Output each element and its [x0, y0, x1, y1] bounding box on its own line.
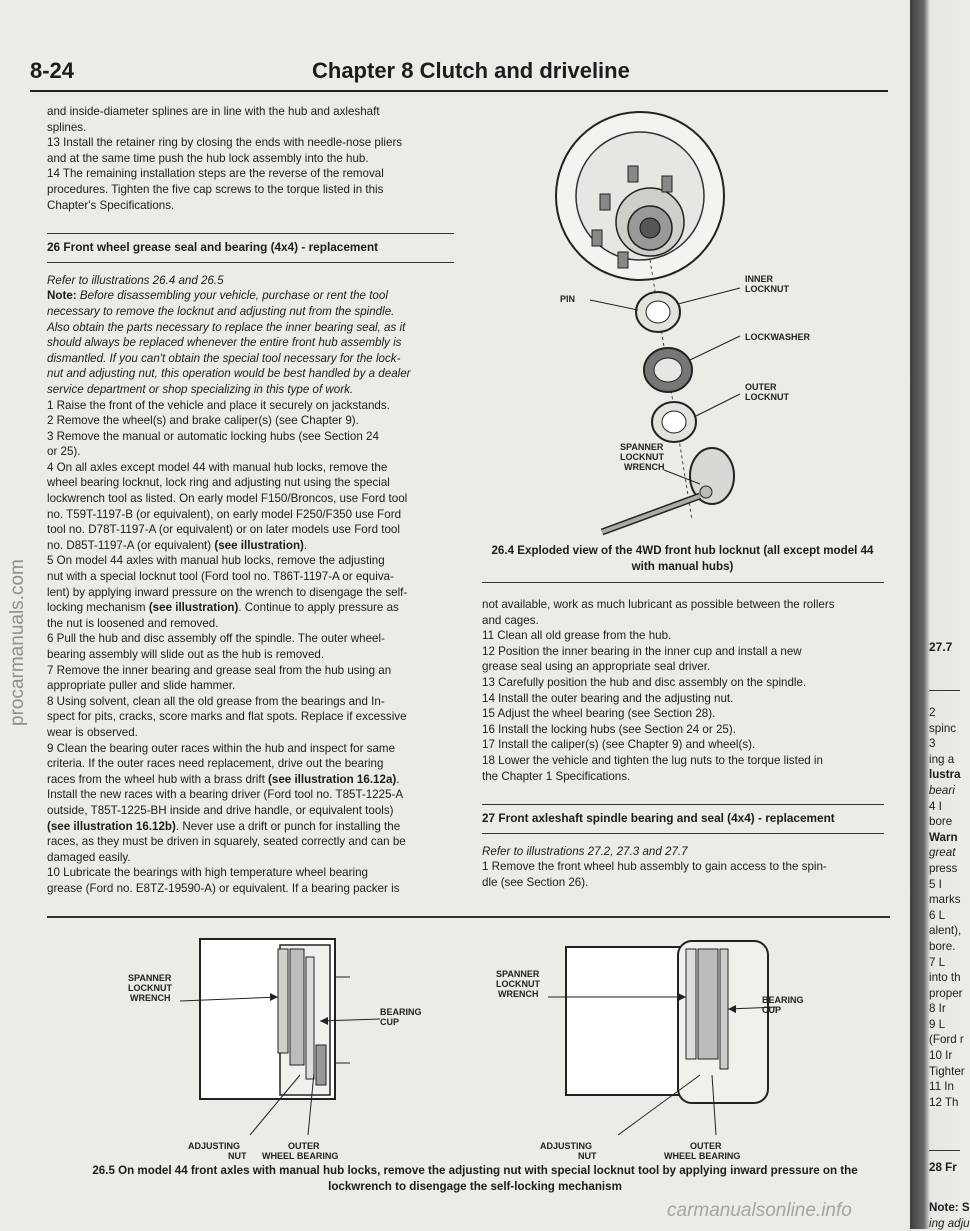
adjacent-line: 6 L	[929, 908, 946, 922]
adjacent-line: 5 I	[929, 877, 942, 891]
adjacent-note-line: ing adju	[929, 1216, 970, 1230]
adjacent-line: Warn	[929, 830, 958, 844]
adjacent-line: lustra	[929, 768, 961, 782]
section-rule	[482, 804, 884, 805]
label-spanner-wrench: SPANNER LOCKNUT WRENCH	[128, 973, 172, 1003]
note-line: necessary to remove the locknut and adjusting nut from the spindle.	[47, 304, 395, 318]
text-line: 18 Lower the vehicle and tighten the lug nuts to the torque listed in	[482, 753, 823, 767]
step-line: wear is observed.	[47, 725, 138, 739]
figure-26-5-right-section-view	[478, 935, 838, 1167]
step-line: races, as they must be driven in squarely, seated correctly and can be	[47, 835, 406, 849]
adjacent-line: 12 Th	[929, 1095, 959, 1109]
text-line: 13 Install the retainer ring by closing the ends with needle-nose pliers	[47, 136, 403, 150]
section-rule	[47, 233, 454, 234]
step-line: the nut is loosened and removed.	[47, 616, 219, 630]
section-26-title: 26 Front wheel grease seal and bearing (4x4) - replacement	[47, 240, 379, 255]
step-text: locking mechanism	[47, 601, 149, 615]
adjacent-line: marks	[929, 893, 961, 907]
step-line: 7 Remove the inner bearing and grease seal from the hub using an	[47, 663, 392, 677]
step-line: 3 Remove the manual or automatic locking hubs (see Section 24	[47, 429, 379, 443]
footer-watermark: carmanualsonline.info	[667, 1200, 852, 1221]
label-bearing-cup: BEARING CUP	[762, 995, 804, 1015]
step-line: 5 On model 44 axles with manual hub locks, remove the adjusting	[47, 554, 385, 568]
caption-rule	[482, 582, 884, 583]
right-column	[482, 597, 884, 891]
note-line: should always be replaced whenever the entire front hub assembly is	[47, 336, 402, 350]
step-line: lent) by applying inward pressure on the wrench to disengage the self-	[47, 585, 408, 599]
hub-disc-rotor	[556, 112, 724, 280]
figure-26-4-caption: 26.4 Exploded view of the 4WD front hub locknut (all except model 44 with manual hubs)	[491, 544, 874, 573]
step-text: no. D85T-1197-A (or equivalent)	[47, 538, 215, 552]
note-line: nut and adjusting nut, this operation would be best handled by a dealer	[47, 367, 411, 381]
section-rule	[47, 262, 454, 263]
label-spanner-wrench: SPANNER LOCKNUT WRENCH	[620, 442, 665, 472]
adjacent-note-line: Note: S	[929, 1201, 970, 1214]
step-line: 4 On all axles except model 44 with manual hub locks, remove the	[47, 460, 388, 474]
refer-text: Refer to illustrations 27.2, 27.3 and 27.7	[482, 844, 688, 858]
text-line: splines.	[47, 120, 87, 134]
text-line: 14 The remaining installation steps are the reverse of the removal	[47, 167, 384, 181]
step-line: tool no. D78T-1197-A (or equivalent) or on later models use Ford tool	[47, 523, 400, 537]
text-line: grease seal using an appropriate seal driver.	[482, 660, 711, 674]
text-line: 14 Install the outer bearing and the adjusting nut.	[482, 691, 734, 705]
left-column	[47, 104, 457, 897]
text-line: 16 Install the locking hubs (see Section 24 or 25).	[482, 722, 736, 736]
text-line: the Chapter 1 Specifications.	[482, 769, 631, 783]
adjacent-rule	[929, 1150, 960, 1151]
step-line: bearing assembly will slide out as the hub is removed.	[47, 648, 325, 661]
adjacent-rule	[929, 690, 960, 691]
adjacent-line: press	[929, 861, 958, 875]
label-adjusting-nut: ADJUSTING NUT	[540, 1141, 597, 1161]
see-illustration-16-12b: (see illustration 16.12b)	[47, 819, 176, 833]
step-line: spect for pits, cracks, score marks and flat spots. Replace if excessive	[47, 710, 407, 724]
step-line: 9 Clean the bearing outer races within the hub and inspect for same	[47, 741, 396, 755]
see-illustration-ref: (see illustration)	[214, 538, 304, 552]
adjacent-figure-label: 27.7	[929, 640, 953, 654]
text-line: and at the same time push the hub lock assembly into the hub.	[47, 151, 369, 165]
text-line: 13 Carefully position the hub and disc assembly on the spindle.	[482, 675, 807, 689]
text-line: 17 Install the caliper(s) (see Chapter 9) and wheel(s).	[482, 738, 756, 752]
step-line: or 25).	[47, 445, 81, 459]
text-line: and inside-diameter splines are in line with the hub and axleshaft	[47, 105, 380, 118]
step-line: nut with a special locknut tool (Ford tool no. T86T-1197-A or equiva-	[47, 570, 394, 584]
label-pin: PIN	[560, 294, 576, 304]
outer-locknut	[652, 402, 696, 442]
label-lockwasher: LOCKWASHER	[745, 332, 810, 342]
chapter-title: Chapter 8 Clutch and driveline	[312, 58, 630, 83]
adjacent-line: 4 I	[929, 799, 942, 813]
adjacent-line: spinc	[929, 721, 957, 735]
adjacent-line: 2	[929, 706, 936, 719]
label-inner-locknut: INNER LOCKNUT	[745, 274, 789, 294]
figure-26-5-caption: 26.5 On model 44 front axles with manual hub locks, remove the adjusting nut with special locknut tool by applying inward pressure on the lockwrench to disengage the self-locking mechanism	[92, 1164, 858, 1193]
step-line: 1 Raise the front of the vehicle and place it securely on jackstands.	[47, 398, 390, 412]
step-line: no. T59T-1197-B (or equivalent), on early model F250/F350 use Ford	[47, 507, 402, 521]
adjacent-line: ing a	[929, 752, 955, 766]
step-line: 8 Using solvent, clean all the old grease from the bearings and In-	[47, 694, 385, 708]
step-line	[47, 772, 457, 788]
step-line: wheel bearing locknut, lock ring and adjusting nut using the special	[47, 476, 390, 490]
section-rule	[482, 833, 884, 834]
label-outer-locknut: OUTER LOCKNUT	[745, 382, 789, 402]
step-line: criteria. If the outer races need replacement, drive out the bearing	[47, 757, 384, 771]
step-line: 10 Lubricate the bearings with high temperature wheel bearing	[47, 866, 368, 880]
lockwasher	[644, 348, 692, 392]
adjacent-line: 8 Ir	[929, 1002, 946, 1016]
inner-locknut	[636, 292, 680, 332]
label-outer-wheel-bearing: OUTER WHEEL BEARING	[262, 1141, 339, 1161]
refer-text: Refer to illustrations 26.4 and 26.5	[47, 273, 224, 287]
adjacent-line: into th	[929, 971, 961, 985]
see-illustration-16-12a: (see illustration 16.12a)	[268, 772, 397, 786]
adjacent-line: bore.	[929, 939, 956, 953]
side-watermark: procarmanuals.com	[7, 559, 28, 726]
figure-divider-rule	[47, 916, 890, 918]
adjacent-line: 11 In	[929, 1080, 954, 1094]
step-line	[47, 819, 457, 835]
step-text: . Never use a drift or punch for installing the	[175, 819, 401, 833]
note-text: Before disassembling your vehicle, purchase or rent the tool	[76, 289, 388, 303]
step-line: grease (Ford no. E8TZ-19590-A) or equivalent. If a bearing packer is	[47, 881, 400, 895]
step-line	[47, 538, 457, 554]
label-spanner-wrench: SPANNER LOCKNUT WRENCH	[496, 969, 540, 999]
see-illustration-ref: (see illustration)	[148, 601, 239, 615]
text-line: 12 Position the inner bearing in the inner cup and install a new	[482, 644, 802, 658]
page-number: 8-24	[30, 58, 75, 83]
step-line: 2 Remove the wheel(s) and brake caliper(s) (see Chapter 9).	[47, 414, 359, 428]
text-line: 11 Clean all old grease from the hub.	[482, 629, 672, 643]
label-adjusting-nut: ADJUSTING NUT	[188, 1141, 247, 1161]
text-line: not available, work as much lubricant as possible between the rollers	[482, 598, 835, 611]
step-text: . Continue to apply pressure as	[238, 601, 399, 615]
text-line: procedures. Tighten the five cap screws to the torque listed in this	[47, 182, 384, 196]
step-line: 6 Pull the hub and disc assembly off the spindle. The outer wheel-	[47, 632, 385, 646]
adjacent-line: great	[929, 846, 956, 860]
step-line: lockwrench tool as listed. On early model F150/Broncos, use Ford tool	[47, 492, 408, 506]
note-line: Also obtain the parts necessary to replace the inner bearing seal, as it	[47, 320, 406, 334]
note-line: dismantled. If you can't obtain the special tool necessary for the lock-	[47, 351, 401, 365]
adjacent-line: beari	[929, 783, 955, 797]
text-line: Chapter's Specifications.	[47, 198, 175, 212]
adjacent-line: alent),	[929, 924, 962, 938]
section-27-title: 27 Front axleshaft spindle bearing and seal (4x4) - replacement	[482, 811, 835, 826]
adjacent-line: 10 Ir	[929, 1049, 953, 1063]
label-outer-wheel-bearing: OUTER WHEEL BEARING	[664, 1141, 741, 1161]
note-paragraph	[47, 288, 457, 304]
header-rule	[30, 90, 888, 92]
step-line: Install the new races with a bearing driver (Ford tool no. T85T-1225-A	[47, 788, 404, 802]
label-bearing-cup: BEARING CUP	[380, 1007, 422, 1027]
adjacent-line: 9 L	[929, 1017, 946, 1031]
adjacent-line: proper	[929, 986, 963, 1000]
period: .	[303, 538, 308, 552]
adjacent-line: Tighter	[929, 1064, 965, 1078]
text-line: 15 Adjust the wheel bearing (see Section 28).	[482, 707, 716, 721]
adjacent-line: bore	[929, 815, 953, 829]
step-line: damaged easily.	[47, 850, 131, 864]
step-line	[47, 600, 457, 616]
adjacent-line: (Ford r	[929, 1033, 964, 1047]
adjacent-line: 3	[929, 737, 936, 751]
figure-26-5-left-section-view	[110, 935, 422, 1167]
step-line: dle (see Section 26).	[482, 875, 589, 889]
step-text: races from the wheel hub with a brass drift	[47, 772, 269, 786]
adjacent-line: 7 L	[929, 955, 946, 969]
note-label: Note:	[47, 289, 77, 303]
note-line: service department or shop specializing in this type of work.	[47, 382, 354, 396]
adjacent-note	[929, 1200, 970, 1231]
adjacent-section-title: 28 Fr	[929, 1161, 957, 1174]
text-line: and cages.	[482, 613, 539, 627]
step-line: appropriate puller and slide hammer.	[47, 679, 236, 693]
figure-26-4-exploded-hub-locknut	[540, 104, 890, 544]
period: .	[396, 772, 400, 786]
step-line: 1 Remove the front wheel hub assembly to gain access to the spin-	[482, 860, 827, 874]
adjacent-page-text	[929, 705, 965, 1110]
step-line: outside, T85T-1225-BH inside and drive handle, or equivalent tools)	[47, 803, 394, 817]
